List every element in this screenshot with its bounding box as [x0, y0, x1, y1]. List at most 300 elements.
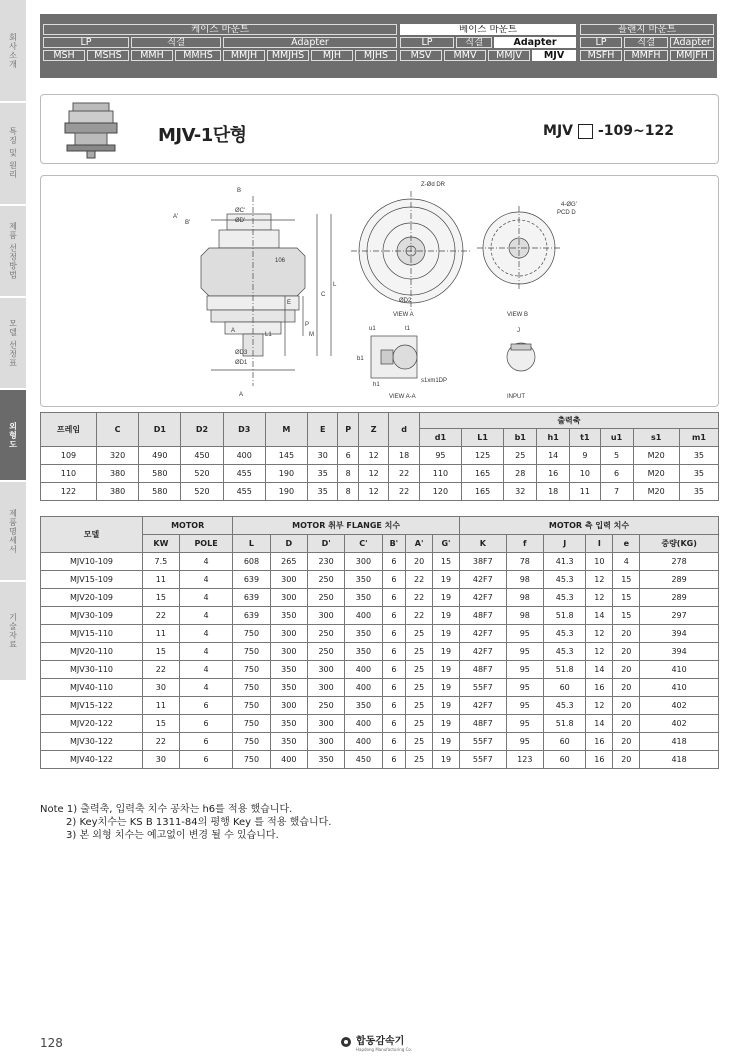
nav-model-mmhs[interactable]: MMHS	[175, 50, 221, 61]
th-frame: 프레임	[41, 413, 97, 447]
table-cell: 350	[270, 607, 307, 625]
table-cell: 20	[613, 661, 640, 679]
table-cell: 120	[419, 483, 461, 501]
table-cell: 95	[506, 697, 543, 715]
table-cell: 48F7	[459, 661, 506, 679]
th-c: C	[97, 413, 139, 447]
table-cell: 20	[613, 751, 640, 769]
table-cell: 300	[307, 607, 344, 625]
table-cell: 10	[586, 553, 613, 571]
table-cell: 6	[179, 697, 233, 715]
table-cell: 16	[586, 733, 613, 751]
table-cell: 15	[613, 589, 640, 607]
table-cell: M20	[633, 483, 679, 501]
table-cell: 19	[433, 715, 460, 733]
nav-flange-lp[interactable]: LP	[580, 37, 622, 48]
model-nav	[40, 14, 717, 78]
table-cell: 35	[308, 483, 338, 501]
nav-model-mjv[interactable]: MJV	[532, 50, 576, 61]
table-cell: MJV40-122	[41, 751, 143, 769]
table-cell: 19	[433, 643, 460, 661]
side-tab-spec[interactable]	[0, 482, 26, 582]
table-cell: 520	[181, 465, 223, 483]
table-cell: 6	[179, 751, 233, 769]
nav-model-mmjfh[interactable]: MMJFH	[670, 50, 714, 61]
nav-group-case[interactable]: 케이스 마운트	[43, 24, 397, 35]
model-code	[543, 123, 674, 139]
side-tab-selection[interactable]	[0, 206, 26, 298]
th-p: P	[338, 413, 358, 447]
label-d3: ØD3	[235, 350, 248, 356]
table-cell: MJV20-109	[41, 589, 143, 607]
table-cell: 410	[640, 679, 719, 697]
th-motor: MOTOR	[143, 517, 233, 535]
th-d-prime: D'	[307, 535, 344, 553]
table-cell: 22	[143, 733, 180, 751]
table-cell: 42F7	[459, 697, 506, 715]
th-d2: D2	[181, 413, 223, 447]
table-cell: 95	[506, 661, 543, 679]
nav-flange-adapter[interactable]: Adapter	[670, 37, 714, 48]
table-cell: 350	[270, 679, 307, 697]
table-row	[41, 589, 719, 607]
table-cell: 11	[570, 483, 600, 501]
table-cell: 6	[382, 625, 406, 643]
side-tab-label: 제품명세서	[8, 508, 18, 554]
company-logo	[340, 1032, 412, 1052]
table-cell: 300	[270, 643, 307, 661]
table-cell: 18	[537, 483, 570, 501]
table-cell: 265	[270, 553, 307, 571]
table-cell: 6	[382, 553, 406, 571]
table-cell: MJV15-122	[41, 697, 143, 715]
table-cell: MJV40-110	[41, 679, 143, 697]
table-cell: 639	[233, 589, 270, 607]
label-c: C	[321, 292, 326, 298]
table-cell: 289	[640, 589, 719, 607]
th-output-shaft: 출력축	[419, 413, 718, 429]
table-cell: 15	[433, 553, 460, 571]
table-cell: MJV20-110	[41, 643, 143, 661]
th-kw: KW	[143, 535, 180, 553]
nav-model-mjh[interactable]: MJH	[311, 50, 353, 61]
table-cell: 4	[179, 589, 233, 607]
table-row	[41, 643, 719, 661]
label-l: L	[333, 282, 337, 288]
view-a	[351, 191, 471, 311]
th-out-b1: b1	[504, 429, 537, 447]
label-od: ØD'	[235, 218, 246, 224]
table-row	[41, 661, 719, 679]
nav-model-mmjh[interactable]: MMJH	[223, 50, 265, 61]
nav-model-mmh[interactable]: MMH	[131, 50, 173, 61]
table-cell: 60	[543, 751, 585, 769]
table-cell: 300	[270, 697, 307, 715]
table-cell: 750	[233, 751, 270, 769]
table-cell: 7.5	[143, 553, 180, 571]
table-cell: 4	[179, 625, 233, 643]
th-i: I	[586, 535, 613, 553]
table-cell: 22	[143, 607, 180, 625]
table-cell: 289	[640, 571, 719, 589]
nav-base-lp[interactable]: LP	[400, 37, 454, 48]
table-cell: 520	[181, 483, 223, 501]
table-cell: 51.8	[543, 607, 585, 625]
table-cell: 19	[433, 697, 460, 715]
table-cell: 14	[586, 715, 613, 733]
table-cell: 350	[270, 733, 307, 751]
table-cell: 22	[389, 483, 419, 501]
nav-base-adapter[interactable]: Adapter	[494, 37, 576, 48]
table-cell: 402	[640, 715, 719, 733]
label-d1: ØD1	[235, 360, 248, 366]
table-cell: 16	[537, 465, 570, 483]
table-cell: 450	[345, 751, 382, 769]
table-cell: 297	[640, 607, 719, 625]
table-cell: 190	[265, 483, 307, 501]
table-cell: 4	[179, 661, 233, 679]
table-cell: 38F7	[459, 553, 506, 571]
table-cell: 250	[307, 571, 344, 589]
table-cell: 6	[382, 697, 406, 715]
table-cell: 402	[640, 697, 719, 715]
table-cell: 15	[613, 607, 640, 625]
table-cell: 400	[345, 715, 382, 733]
table-cell: 750	[233, 679, 270, 697]
table-cell: 750	[233, 625, 270, 643]
table-cell: 394	[640, 625, 719, 643]
table-cell: 380	[97, 465, 139, 483]
frame-table-body	[41, 447, 719, 501]
table-cell: 32	[504, 483, 537, 501]
nav-model-mmjv[interactable]: MMJV	[488, 50, 530, 61]
table-row	[41, 697, 719, 715]
table-cell: 25	[406, 697, 433, 715]
table-cell: 122	[41, 483, 97, 501]
table-cell: 12	[586, 697, 613, 715]
table-cell: MJV20-122	[41, 715, 143, 733]
table-row	[41, 751, 719, 769]
table-cell: 12	[586, 625, 613, 643]
table-cell: 35	[679, 483, 718, 501]
nav-model-mjhs[interactable]: MJHS	[355, 50, 397, 61]
label-a-arrow: A	[231, 328, 236, 334]
table-cell: 19	[433, 679, 460, 697]
logo-name: 합동감속기	[356, 1036, 405, 1047]
table-cell: 750	[233, 715, 270, 733]
nav-case-lp[interactable]: LP	[43, 37, 129, 48]
th-d3: D3	[223, 413, 265, 447]
table-cell: 45.3	[543, 697, 585, 715]
table-cell: 490	[139, 447, 181, 465]
label-view-a: VIEW A	[393, 312, 414, 318]
table-cell: 250	[307, 697, 344, 715]
table-cell: 22	[389, 465, 419, 483]
nav-model-msh[interactable]: MSH	[43, 50, 85, 61]
table-row	[41, 715, 719, 733]
table-cell: 12	[358, 447, 388, 465]
table-cell: 450	[181, 447, 223, 465]
table-cell: 4	[179, 607, 233, 625]
th-m: M	[265, 413, 307, 447]
label-od2: ØD2	[399, 298, 412, 304]
side-tab-company[interactable]	[0, 0, 26, 103]
drawing-box	[40, 175, 719, 407]
table-cell: 14	[537, 447, 570, 465]
table-cell: 350	[270, 715, 307, 733]
table-cell: 350	[345, 589, 382, 607]
table-cell: 42F7	[459, 643, 506, 661]
table-cell: MJV30-109	[41, 607, 143, 625]
page-number: 128	[40, 1036, 63, 1050]
table-cell: 19	[433, 733, 460, 751]
table-cell: 12	[358, 483, 388, 501]
table-cell: 45.3	[543, 643, 585, 661]
table-cell: 25	[406, 715, 433, 733]
table-cell: 350	[345, 571, 382, 589]
table-row	[41, 465, 719, 483]
table-cell: 125	[462, 447, 504, 465]
label-m: M	[309, 332, 314, 338]
table-row	[41, 571, 719, 589]
frame-dimension-table	[40, 412, 719, 501]
table-cell: 400	[345, 733, 382, 751]
table-cell: 19	[433, 571, 460, 589]
table-cell: 750	[233, 661, 270, 679]
side-tab-model-table[interactable]	[0, 298, 26, 390]
table-cell: M20	[633, 447, 679, 465]
table-cell: 15	[613, 571, 640, 589]
table-cell: 20	[613, 679, 640, 697]
nav-group-base[interactable]: 베이스 마운트	[400, 24, 576, 35]
label-a-prime: A'	[173, 214, 179, 220]
table-cell: 15	[143, 589, 180, 607]
table-row	[41, 447, 719, 465]
model-dimension-table	[40, 516, 719, 769]
th-d1: D1	[139, 413, 181, 447]
side-tab-label: 모델 선정표	[8, 318, 18, 368]
th-out-u1: u1	[600, 429, 633, 447]
table-cell: 250	[307, 643, 344, 661]
reducer-thumbnail	[61, 101, 121, 159]
label-u1: u1	[369, 326, 376, 332]
table-cell: 19	[433, 661, 460, 679]
table-cell: 30	[308, 447, 338, 465]
nav-case-direct[interactable]: 직결	[131, 37, 221, 48]
nav-flange-direct[interactable]: 직결	[624, 37, 668, 48]
table-cell: 20	[613, 643, 640, 661]
nav-model-mmv[interactable]: MMV	[444, 50, 486, 61]
label-dp: s1xm1DP	[421, 378, 448, 384]
nav-model-msv[interactable]: MSV	[400, 50, 442, 61]
table-cell: 60	[543, 679, 585, 697]
table-cell: 8	[338, 483, 358, 501]
label-view-b: VIEW B	[507, 312, 529, 318]
table-cell: 15	[143, 715, 180, 733]
table-cell: 110	[41, 465, 97, 483]
table-cell: 35	[679, 447, 718, 465]
table-cell: 230	[307, 553, 344, 571]
th-out-l1: L1	[462, 429, 504, 447]
table-cell: 300	[270, 571, 307, 589]
th-model: 모델	[41, 517, 143, 553]
side-tab-outline[interactable]	[0, 390, 26, 482]
table-cell: 42F7	[459, 589, 506, 607]
table-cell: 22	[406, 607, 433, 625]
table-cell: 400	[223, 447, 265, 465]
notes	[40, 803, 331, 842]
label-view-aa: VIEW A-A	[389, 394, 416, 400]
table-cell: 750	[233, 733, 270, 751]
table-cell: 300	[307, 679, 344, 697]
table-cell: 95	[506, 733, 543, 751]
side-tab-label: 회사소개	[8, 32, 18, 69]
label-t1: t1	[405, 326, 411, 332]
table-cell: 95	[506, 679, 543, 697]
table-cell: 19	[433, 589, 460, 607]
table-cell: 8	[338, 465, 358, 483]
table-cell: 6	[382, 571, 406, 589]
table-cell: 12	[586, 571, 613, 589]
label-h1: h1	[373, 382, 380, 388]
nav-base-direct[interactable]: 직결	[456, 37, 492, 48]
table-row	[41, 679, 719, 697]
table-cell: 165	[462, 465, 504, 483]
th-e: e	[613, 535, 640, 553]
label-b-prime: B'	[185, 220, 191, 226]
th-out-h1: h1	[537, 429, 570, 447]
table-cell: 6	[382, 643, 406, 661]
table-cell: 25	[504, 447, 537, 465]
side-tab-features[interactable]	[0, 103, 26, 206]
label-p: P	[305, 322, 310, 328]
label-a-bottom: A	[239, 392, 244, 398]
table-cell: 11	[143, 571, 180, 589]
th-d: d	[389, 413, 419, 447]
table-cell: 300	[270, 589, 307, 607]
table-cell: 410	[640, 661, 719, 679]
table-cell: 16	[586, 679, 613, 697]
th-l: L	[233, 535, 270, 553]
table-cell: 25	[406, 679, 433, 697]
table-cell: 4	[179, 679, 233, 697]
table-cell: 190	[265, 465, 307, 483]
model-table-body	[41, 553, 719, 769]
table-cell: 400	[345, 679, 382, 697]
model-code-prefix: MJV	[543, 123, 573, 139]
label-106: 106	[275, 258, 286, 264]
table-cell: 580	[139, 483, 181, 501]
table-cell: MJV30-122	[41, 733, 143, 751]
table-cell: 6	[600, 465, 633, 483]
table-cell: 455	[223, 483, 265, 501]
side-tab-label: 기술자료	[8, 613, 18, 649]
table-cell: 28	[504, 465, 537, 483]
nav-model-mmjhs[interactable]: MMJHS	[267, 50, 309, 61]
table-cell: 418	[640, 751, 719, 769]
table-cell: 6	[382, 715, 406, 733]
table-cell: 98	[506, 589, 543, 607]
page-title: MJV-1단형	[158, 125, 247, 146]
view-b	[477, 206, 561, 290]
label-j: J	[517, 328, 520, 334]
table-cell: 6	[382, 679, 406, 697]
label-l1: L1	[265, 332, 272, 338]
th-out-d1: d1	[419, 429, 461, 447]
label-zdr: Z-Ød DR	[421, 182, 445, 188]
table-cell: 19	[433, 751, 460, 769]
table-cell: 95	[506, 715, 543, 733]
table-cell: 165	[462, 483, 504, 501]
nav-group-flange[interactable]: 플랜지 마운트	[580, 24, 714, 35]
table-cell: 6	[179, 715, 233, 733]
table-cell: 4	[179, 643, 233, 661]
label-b1: b1	[357, 356, 364, 362]
table-cell: 639	[233, 571, 270, 589]
table-cell: 750	[233, 643, 270, 661]
table-cell: 250	[307, 625, 344, 643]
table-cell: 300	[307, 733, 344, 751]
table-cell: MJV30-110	[41, 661, 143, 679]
table-cell: 350	[270, 661, 307, 679]
th-out-s1: s1	[633, 429, 679, 447]
table-cell: 95	[419, 447, 461, 465]
table-cell: 35	[679, 465, 718, 483]
table-cell: 418	[640, 733, 719, 751]
table-cell: 400	[345, 661, 382, 679]
table-cell: 12	[586, 589, 613, 607]
label-b: B	[237, 188, 242, 194]
table-cell: 4	[179, 571, 233, 589]
table-cell: 14	[586, 661, 613, 679]
table-cell: MJV15-110	[41, 625, 143, 643]
side-tab-tech[interactable]	[0, 582, 26, 682]
nav-case-adapter[interactable]: Adapter	[223, 37, 397, 48]
table-cell: 95	[506, 643, 543, 661]
th-d: D	[270, 535, 307, 553]
label-oc: ØC'	[235, 208, 246, 214]
table-cell: 15	[143, 643, 180, 661]
table-cell: 608	[233, 553, 270, 571]
label-input: INPUT	[507, 394, 525, 400]
table-cell: 145	[265, 447, 307, 465]
table-cell: 4	[179, 553, 233, 571]
table-cell: 16	[586, 751, 613, 769]
th-j: J	[543, 535, 585, 553]
table-cell: 48F7	[459, 607, 506, 625]
table-cell: 11	[143, 697, 180, 715]
table-cell: 30	[143, 679, 180, 697]
side-view	[201, 196, 331, 386]
table-cell: 20	[613, 715, 640, 733]
table-cell: 110	[419, 465, 461, 483]
table-cell: 394	[640, 643, 719, 661]
table-cell: 48F7	[459, 715, 506, 733]
nav-model-mmfh[interactable]: MMFH	[624, 50, 668, 61]
nav-model-msfh[interactable]: MSFH	[580, 50, 622, 61]
label-g: 4-ØG'	[561, 202, 577, 208]
table-cell: 109	[41, 447, 97, 465]
side-tab-label: 특징 및 원리	[8, 127, 18, 180]
table-cell: 45.3	[543, 625, 585, 643]
table-cell: 55F7	[459, 751, 506, 769]
table-cell: 25	[406, 643, 433, 661]
table-cell: 350	[345, 625, 382, 643]
table-cell: 300	[345, 553, 382, 571]
nav-model-mshs[interactable]: MSHS	[87, 50, 129, 61]
table-cell: 320	[97, 447, 139, 465]
table-cell: 25	[406, 751, 433, 769]
